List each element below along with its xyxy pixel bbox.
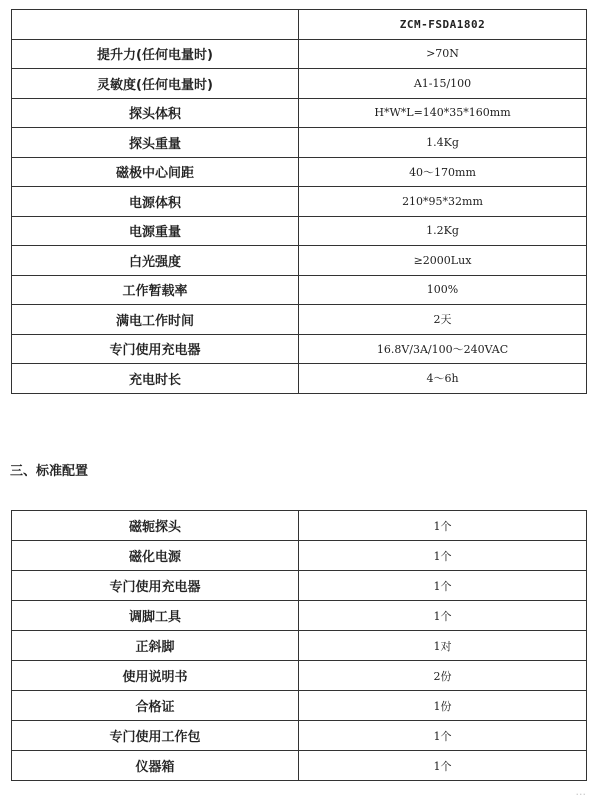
row-value: 4～6h bbox=[299, 364, 587, 394]
table-row bbox=[12, 216, 587, 246]
row-value: 100% bbox=[299, 275, 587, 305]
table-row bbox=[12, 721, 587, 751]
row-value: 1.4Kg bbox=[299, 128, 587, 158]
table-row bbox=[12, 246, 587, 276]
row-value: 16.8V/3A/100～240VAC bbox=[299, 334, 587, 364]
row-value: H*W*L=140*35*160mm bbox=[299, 98, 587, 128]
row-label: 满电工作时间 bbox=[12, 305, 299, 335]
row-label: 使用说明书 bbox=[12, 661, 299, 691]
table-row bbox=[12, 157, 587, 187]
table-row bbox=[12, 305, 587, 335]
row-value: >70N bbox=[299, 39, 587, 69]
spec-header-blank bbox=[12, 10, 299, 40]
row-label: 探头体积 bbox=[12, 98, 299, 128]
row-label: 磁化电源 bbox=[12, 541, 299, 571]
row-label: 仪器箱 bbox=[12, 751, 299, 781]
row-value: 2天 bbox=[299, 305, 587, 335]
spec-table bbox=[11, 9, 587, 394]
table-row bbox=[12, 39, 587, 69]
table-row bbox=[12, 334, 587, 364]
row-label: 磁轭探头 bbox=[12, 511, 299, 541]
row-label: 磁极中心间距 bbox=[12, 157, 299, 187]
row-label: 专门使用工作包 bbox=[12, 721, 299, 751]
spec-table-body bbox=[12, 10, 587, 394]
watermark: ... bbox=[575, 785, 586, 798]
table-row bbox=[12, 364, 587, 394]
table-row bbox=[12, 751, 587, 781]
table-row bbox=[12, 98, 587, 128]
row-label: 充电时长 bbox=[12, 364, 299, 394]
spec-header-row bbox=[12, 10, 587, 40]
table-row bbox=[12, 631, 587, 661]
row-value: 1个 bbox=[299, 601, 587, 631]
row-label: 工作暂载率 bbox=[12, 275, 299, 305]
row-label: 电源体积 bbox=[12, 187, 299, 217]
row-value: 1对 bbox=[299, 631, 587, 661]
row-value: 1个 bbox=[299, 511, 587, 541]
row-value: 1个 bbox=[299, 751, 587, 781]
table-row bbox=[12, 275, 587, 305]
table-row bbox=[12, 511, 587, 541]
row-label: 正斜脚 bbox=[12, 631, 299, 661]
row-value: 1.2Kg bbox=[299, 216, 587, 246]
spec-model: ZCM-FSDA1802 bbox=[299, 10, 587, 40]
row-value: 1个 bbox=[299, 721, 587, 751]
row-label: 灵敏度(任何电量时) bbox=[12, 69, 299, 99]
table-row bbox=[12, 69, 587, 99]
row-value: 2份 bbox=[299, 661, 587, 691]
row-label: 调脚工具 bbox=[12, 601, 299, 631]
row-value: 1份 bbox=[299, 691, 587, 721]
row-label: 白光强度 bbox=[12, 246, 299, 276]
row-value: ≥2000Lux bbox=[299, 246, 587, 276]
row-label: 专门使用充电器 bbox=[12, 571, 299, 601]
table-row bbox=[12, 571, 587, 601]
row-value: 1个 bbox=[299, 571, 587, 601]
table-row bbox=[12, 128, 587, 158]
row-value: 210*95*32mm bbox=[299, 187, 587, 217]
row-value: 1个 bbox=[299, 541, 587, 571]
row-value: 40～170mm bbox=[299, 157, 587, 187]
row-label: 提升力(任何电量时) bbox=[12, 39, 299, 69]
table-row bbox=[12, 541, 587, 571]
table-row bbox=[12, 601, 587, 631]
section-heading: 三、标准配置 bbox=[10, 464, 89, 479]
table-row bbox=[12, 187, 587, 217]
table-row bbox=[12, 661, 587, 691]
standard-config-table bbox=[11, 510, 587, 781]
row-label: 电源重量 bbox=[12, 216, 299, 246]
row-label: 专门使用充电器 bbox=[12, 334, 299, 364]
row-label: 探头重量 bbox=[12, 128, 299, 158]
row-label: 合格证 bbox=[12, 691, 299, 721]
standard-config-table-body bbox=[12, 511, 587, 781]
table-row bbox=[12, 691, 587, 721]
row-value: A1-15/100 bbox=[299, 69, 587, 99]
